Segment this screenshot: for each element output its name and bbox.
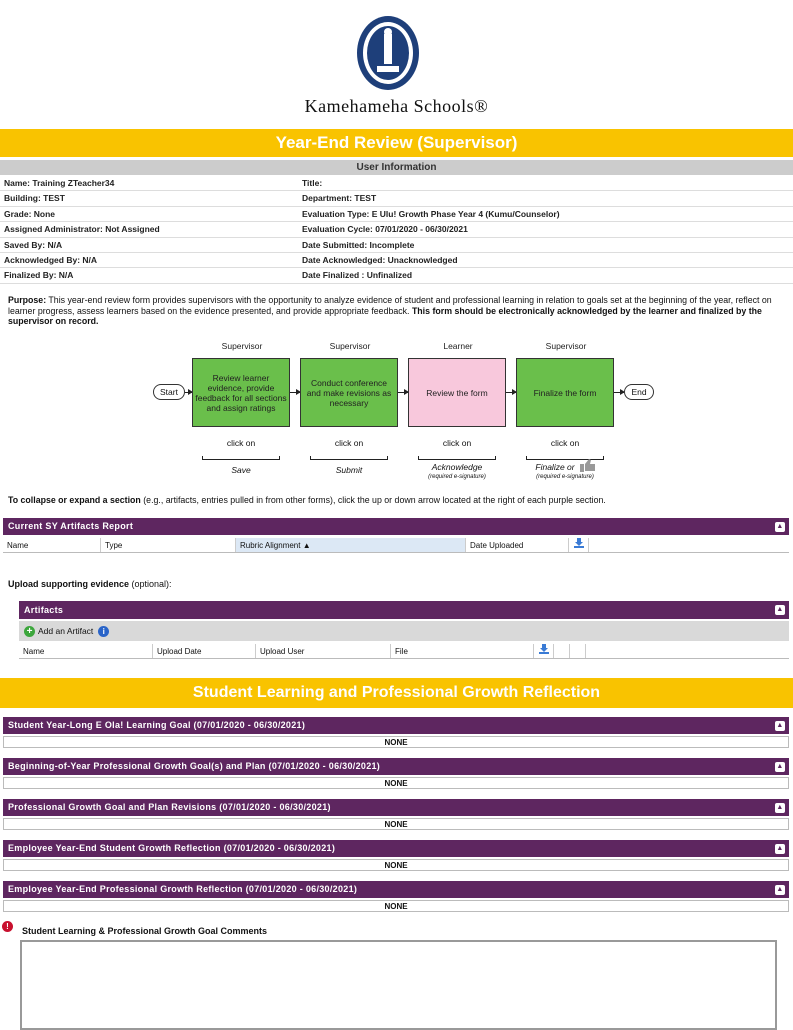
collapse-note-bold: To collapse or expand a section — [8, 495, 141, 505]
info-cell: Evaluation Type: E Ulu! Growth Phase Year 4 (Kumu/Counselor) — [302, 208, 560, 219]
section-value: NONE — [3, 736, 789, 748]
section-title: Student Year-Long E Ola! Learning Goal (07/01/2020 - 06/30/2021) — [8, 720, 306, 730]
info-cell: Evaluation Cycle: 07/01/2020 - 06/30/2021 — [302, 224, 468, 235]
info-row — [0, 238, 793, 253]
section-header[interactable] — [3, 840, 789, 857]
flow-arrow — [614, 392, 624, 393]
info-cell: Saved By: N/A — [4, 239, 63, 250]
section-header[interactable] — [3, 881, 789, 898]
flow-arrow — [398, 392, 408, 393]
flow-arrow — [185, 392, 192, 393]
artifacts-title: Artifacts — [24, 605, 64, 615]
info-cell: Finalized By: N/A — [4, 270, 74, 281]
required-alert-icon: ! — [2, 921, 13, 932]
flow-role: Supervisor — [329, 341, 371, 351]
comments-label: Student Learning & Professional Growth Goal Comments — [22, 926, 268, 936]
info-icon[interactable]: i — [98, 626, 109, 637]
artifacts-toolbar — [19, 621, 789, 641]
collapse-icon[interactable]: ▲ — [776, 804, 784, 811]
click-on-label: click on — [550, 438, 580, 448]
info-cell: Acknowledged By: N/A — [4, 254, 98, 265]
purpose-body: This year-end review form provides supervisors with the opportunity to analyze evidence of student and professional learning in relation to goals set at the beginning of the year, reflect on learner progress, assess learners based on the evidence presented, and provide appropriate feedback. — [8, 295, 772, 316]
flow-role: Learner — [443, 341, 473, 351]
bracket — [202, 456, 280, 460]
required-esig: (required e-signature) — [536, 474, 594, 480]
info-row — [0, 176, 793, 191]
blank-column — [570, 644, 586, 658]
info-cell: Name: Training ZTeacher34 — [4, 178, 115, 188]
action-submit: Submit — [335, 465, 363, 475]
click-on-label: click on — [226, 438, 256, 448]
column-header[interactable]: Name — [19, 644, 153, 658]
blank-column — [554, 644, 570, 658]
artifacts-report-columns — [3, 538, 789, 553]
flow-role: Supervisor — [545, 341, 587, 351]
reflection-title: Student Learning and Professional Growth Reflection — [0, 678, 793, 708]
user-info-table — [0, 176, 793, 284]
bracket — [310, 456, 388, 460]
info-cell: Date Finalized : Unfinalized — [302, 270, 413, 281]
comments-textarea[interactable] — [20, 940, 777, 1030]
flow-role: Supervisor — [221, 341, 263, 351]
section-value: NONE — [3, 900, 789, 912]
section-value: NONE — [3, 777, 789, 789]
collapse-icon[interactable]: ▲ — [776, 763, 784, 770]
form-title: Year-End Review (Supervisor) — [0, 129, 793, 157]
section-value: NONE — [3, 818, 789, 830]
section-title: Beginning-of-Year Professional Growth Goal(s) and Plan (07/01/2020 - 06/30/2021) — [8, 761, 381, 771]
info-cell: Department: TEST — [302, 193, 377, 204]
section-title: Employee Year-End Professional Growth Reflection (07/01/2020 - 06/30/2021) — [8, 884, 358, 894]
action-finalize: Finalize or — [535, 462, 575, 472]
column-header[interactable]: File — [391, 644, 534, 658]
upload-label — [8, 579, 172, 589]
brand-name: Kamehameha Schools® — [304, 96, 489, 116]
purpose-bold: This form should be electronically acknowledged by the learner and finalized by the supervisor on record. — [8, 305, 762, 326]
bracket — [418, 456, 496, 460]
flow-step-finalize: Finalize the form — [516, 358, 614, 427]
action-acknowledge: Acknowledge — [431, 462, 483, 472]
user-info-title: User Information — [0, 160, 793, 175]
action-save: Save — [231, 465, 251, 475]
flow-step-save: Review learner evidence, provide feedback for all sections and assign ratings — [192, 358, 290, 427]
info-cell: Title: — [302, 178, 323, 188]
section-title: Professional Growth Goal and Plan Revisions (07/01/2020 - 06/30/2021) — [8, 802, 331, 812]
flow-arrow — [290, 392, 300, 393]
info-cell: Date Acknowledged: Unacknowledged — [302, 254, 458, 265]
info-row — [0, 222, 793, 237]
column-header[interactable]: Type — [101, 538, 236, 552]
section-value: NONE — [3, 859, 789, 871]
purpose-label: Purpose: — [8, 295, 47, 305]
section-header[interactable] — [3, 758, 789, 775]
flow-start: Start — [153, 384, 185, 400]
download-icon[interactable] — [569, 538, 589, 552]
column-header[interactable]: Upload Date — [153, 644, 256, 658]
thumbs-up-icon — [580, 459, 596, 472]
info-cell: Assigned Administrator: Not Assigned — [4, 224, 160, 235]
info-row — [0, 207, 793, 222]
click-on-label: click on — [442, 438, 472, 448]
collapse-note-rest: (e.g., artifacts, entries pulled in from other forms), click the up or down arrow located at the right of each purple section. — [140, 495, 606, 505]
section-header[interactable] — [3, 799, 789, 816]
flow-end: End — [624, 384, 654, 400]
flow-step-submit: Conduct conference and make revisions as necessary — [300, 358, 398, 427]
collapse-icon[interactable]: ▲ — [776, 606, 784, 613]
flow-arrow — [506, 392, 516, 393]
collapse-icon[interactable]: ▲ — [776, 722, 784, 729]
info-cell: Building: TEST — [4, 193, 65, 204]
upload-rest: (optional): — [129, 579, 172, 589]
info-row — [0, 253, 793, 268]
artifacts-columns — [19, 644, 789, 659]
info-cell: Grade: None — [4, 208, 56, 219]
add-icon[interactable]: + — [24, 626, 35, 637]
column-header[interactable]: Upload User — [256, 644, 391, 658]
click-on-label: click on — [334, 438, 364, 448]
kamehameha-seal-logo — [355, 14, 421, 92]
add-artifact-button[interactable]: Add an Artifact — [38, 626, 94, 636]
artifacts-report-title: Current SY Artifacts Report — [8, 521, 134, 531]
flow-step-acknowledge: Review the form — [408, 358, 506, 427]
column-header[interactable]: Name — [3, 538, 101, 552]
info-row — [0, 268, 793, 283]
required-esig: (required e-signature) — [428, 474, 486, 480]
info-row — [0, 191, 793, 206]
artifacts-report-header[interactable] — [3, 518, 789, 535]
section-title: Employee Year-End Student Growth Reflection (07/01/2020 - 06/30/2021) — [8, 843, 336, 853]
download-icon[interactable] — [534, 644, 554, 658]
collapse-icon[interactable]: ▲ — [776, 845, 784, 852]
info-cell: Date Submitted: Incomplete — [302, 239, 415, 250]
column-header[interactable]: Date Uploaded — [466, 538, 569, 552]
artifacts-header[interactable] — [19, 601, 789, 619]
purpose-text — [8, 295, 778, 327]
column-header[interactable]: Rubric Alignment ▲ — [236, 538, 466, 552]
collapse-icon[interactable]: ▲ — [776, 886, 784, 893]
collapse-note — [8, 495, 606, 505]
section-header[interactable] — [3, 717, 789, 734]
upload-bold: Upload supporting evidence — [8, 579, 130, 589]
collapse-icon[interactable]: ▲ — [776, 523, 784, 530]
